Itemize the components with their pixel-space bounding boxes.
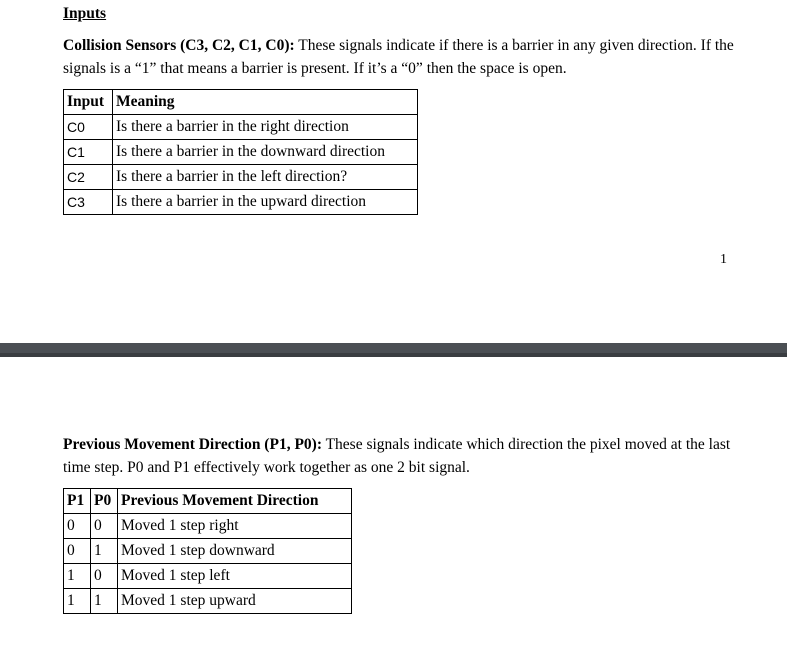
previous-text: These signals indicate which direction the pixel moved at the last time step. P0 and P1 effectively work together as one 2 bit signal. xyxy=(63,436,731,476)
page-number: 1 xyxy=(720,252,727,267)
direction-cell: Moved 1 step upward xyxy=(118,589,352,614)
p1-cell: 1 xyxy=(64,564,91,589)
p0-cell: 0 xyxy=(91,564,118,589)
meaning-cell: Is there a barrier in the right direction xyxy=(113,115,418,140)
meaning-cell: Is there a barrier in the upward direction xyxy=(113,190,418,215)
table-row xyxy=(64,539,352,564)
table-row xyxy=(64,165,418,190)
table-row xyxy=(64,190,418,215)
header-meaning: Meaning xyxy=(113,90,418,115)
direction-cell: Moved 1 step right xyxy=(118,514,352,539)
p0-cell: 1 xyxy=(91,539,118,564)
input-cell: C1 xyxy=(64,140,113,165)
table-row xyxy=(64,589,352,614)
meaning-cell: Is there a barrier in the downward direction xyxy=(113,140,418,165)
meaning-cell: Is there a barrier in the left direction? xyxy=(113,165,418,190)
input-cell: C2 xyxy=(64,165,113,190)
table-row xyxy=(64,564,352,589)
direction-cell: Moved 1 step downward xyxy=(118,539,352,564)
p1-cell: 0 xyxy=(64,539,91,564)
p1-cell: 0 xyxy=(64,514,91,539)
p0-cell: 1 xyxy=(91,589,118,614)
p0-cell: 0 xyxy=(91,514,118,539)
table-header-row xyxy=(64,90,418,115)
previous-table xyxy=(63,488,352,614)
table-row xyxy=(64,514,352,539)
previous-paragraph xyxy=(63,433,753,479)
collision-paragraph xyxy=(63,34,753,80)
header-p0: P0 xyxy=(91,489,118,514)
document-page-2 xyxy=(0,357,787,645)
input-cell: C3 xyxy=(64,190,113,215)
previous-title: Previous Movement Direction (P1, P0): xyxy=(63,436,322,453)
table-header-row xyxy=(64,489,352,514)
header-input: Input xyxy=(64,90,113,115)
header-p1: P1 xyxy=(64,489,91,514)
page-separator xyxy=(0,343,787,357)
collision-text: These signals indicate if there is a barrier in any given direction. If the signals is a “1” that means a barrier is present. If it’s a “0” then the space is open. xyxy=(63,37,734,77)
collision-title: Collision Sensors (C3, C2, C1, C0): xyxy=(63,37,295,54)
collision-table xyxy=(63,89,418,215)
input-cell: C0 xyxy=(64,115,113,140)
section-heading: Inputs xyxy=(63,5,107,22)
table-row xyxy=(64,115,418,140)
p1-cell: 1 xyxy=(64,589,91,614)
direction-cell: Moved 1 step left xyxy=(118,564,352,589)
table-row xyxy=(64,140,418,165)
header-direction: Previous Movement Direction xyxy=(118,489,352,514)
